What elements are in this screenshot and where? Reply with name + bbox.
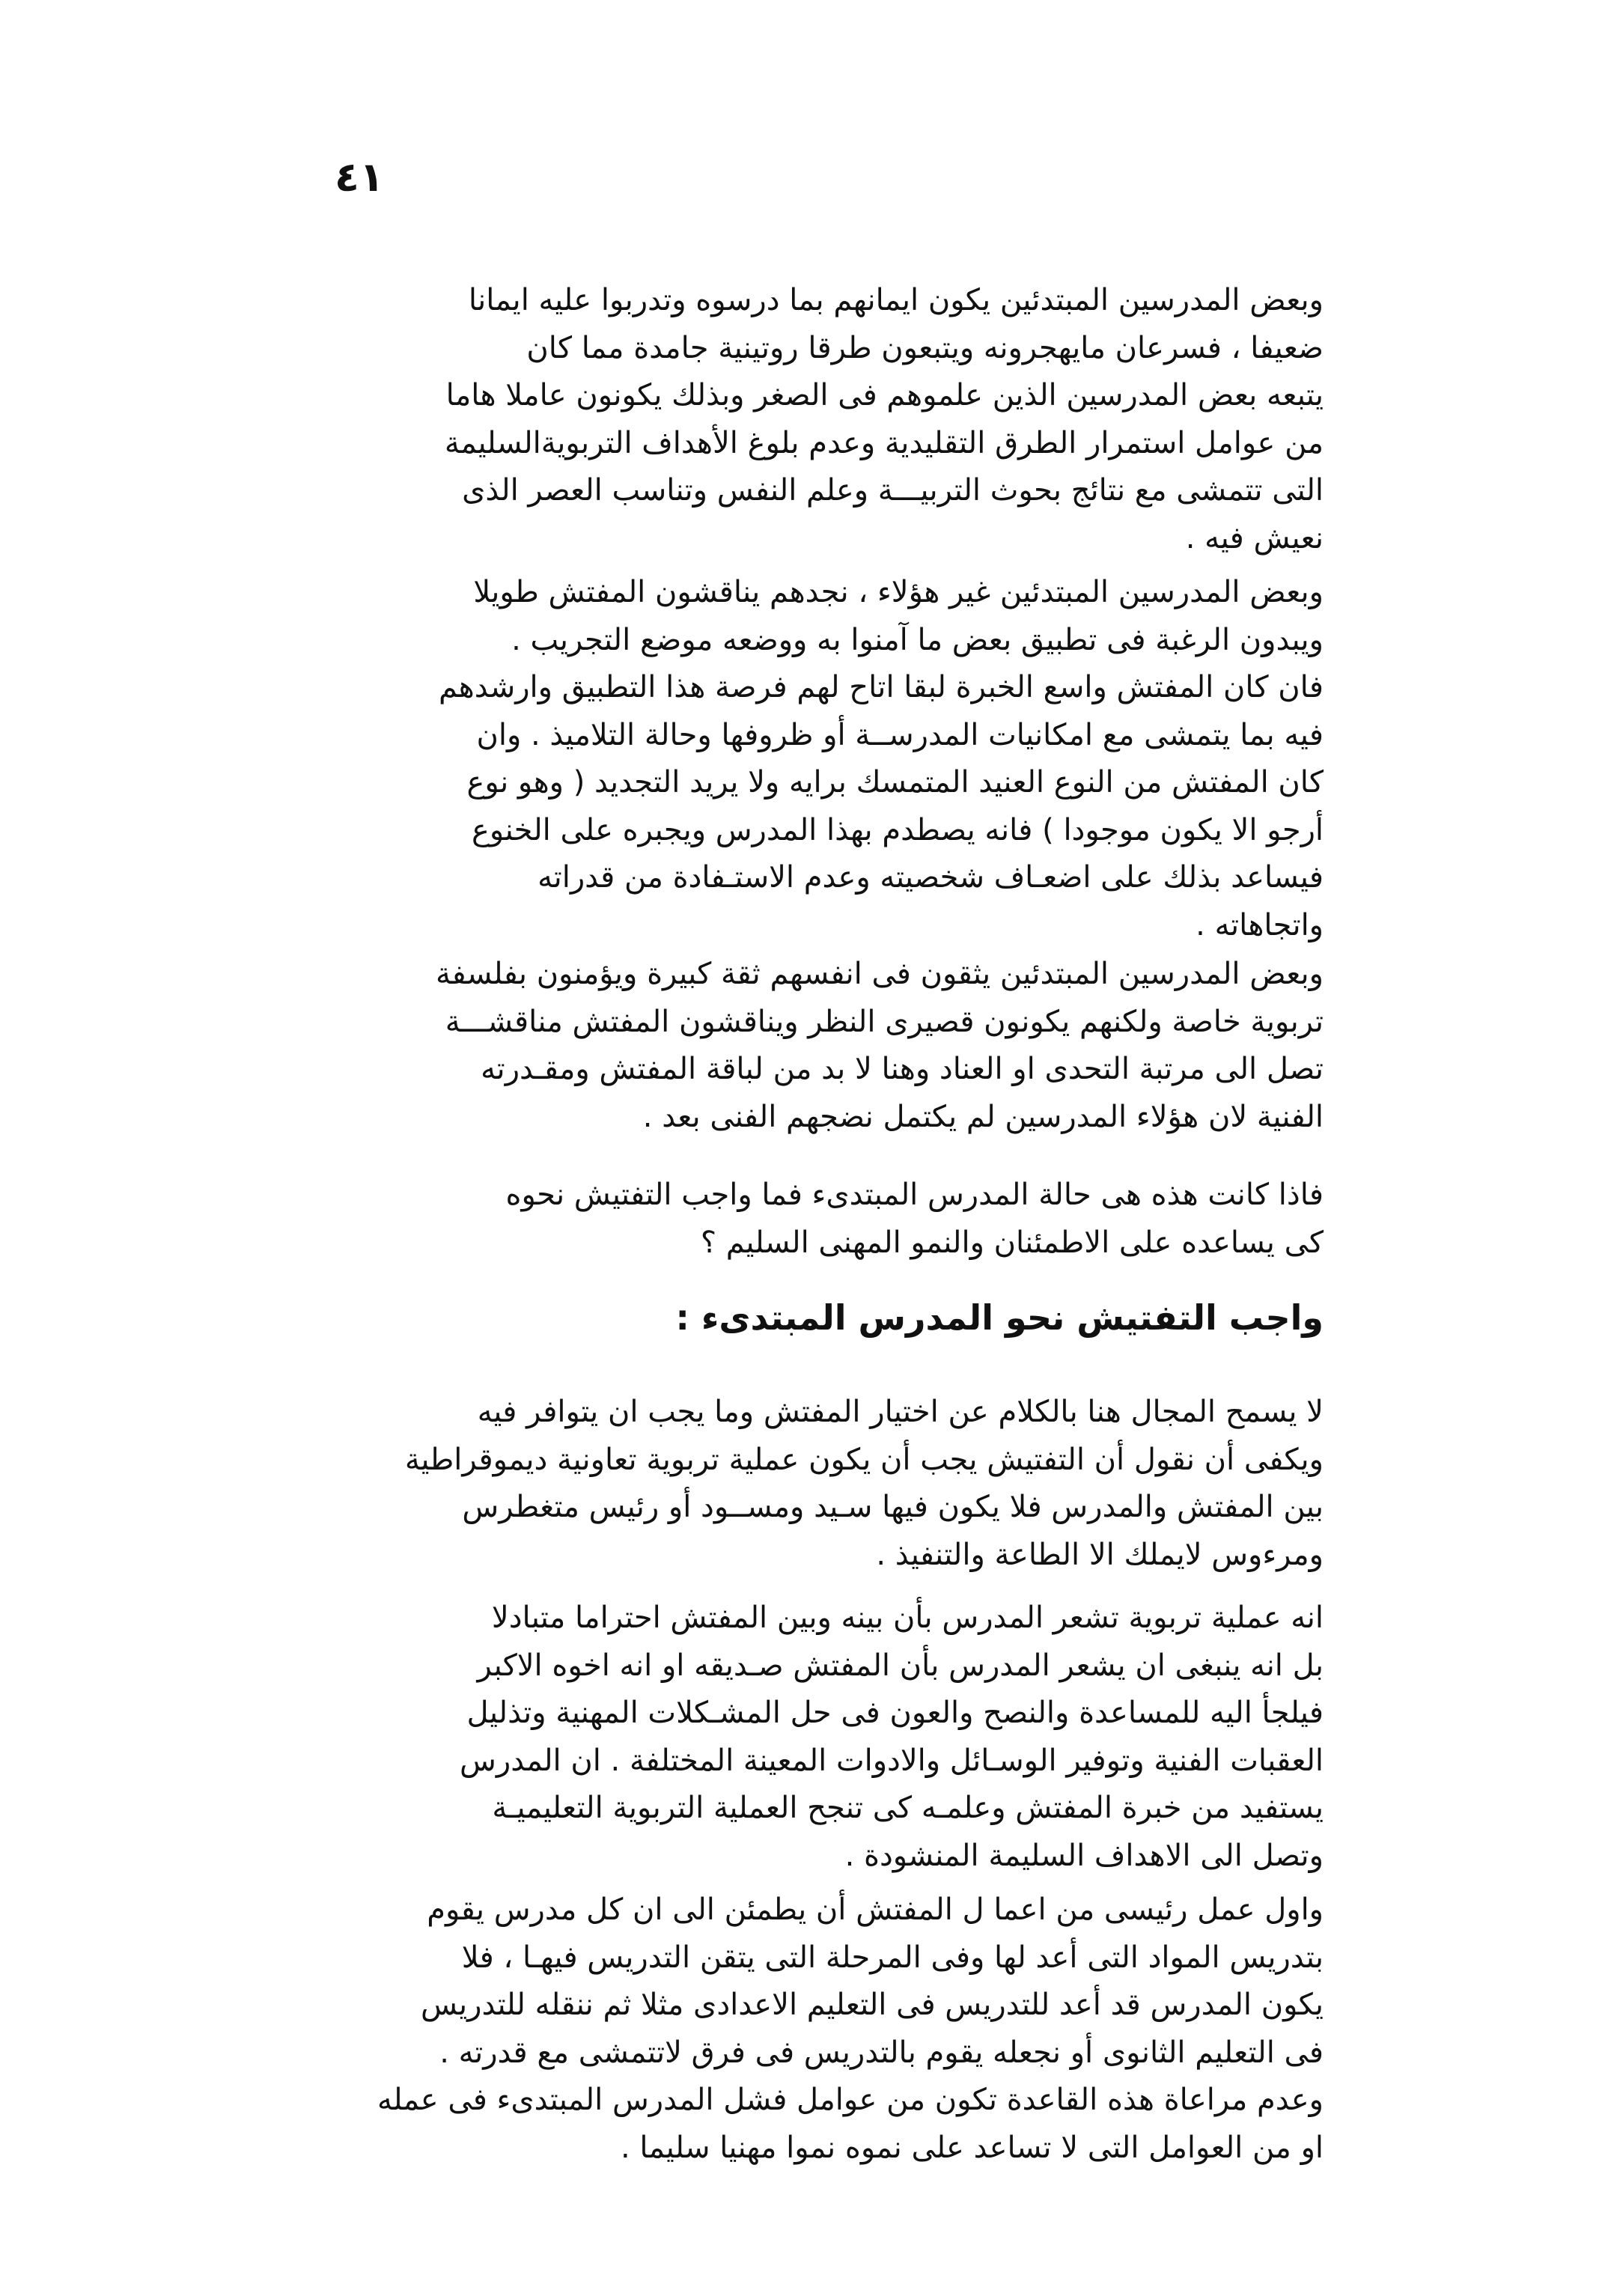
paragraph-first-task: واول عمل رئيسى من اعما ل المفتش أن يطمئن الى ان كل مدرس يقوم بتدريس المواد التى أعد لها وفى المرحلة التى يتقن التدريس فيهـا ، فلا يكون المدرس قد أعد للتدريس فى التعليم الاعدادى مثلا ثم ننقله للتدريس فى التعليم الثانوى أو نجعله يقوم بالتدريس فى فرق لاتتمشى مع قدرته . وعدم مراعاة هذه القاعدة تكون من عوامل فشل المدرس المبتدىء فى عمله او من العوامل التى لا تساعد على نموه نموا مهنيا سليما . <box>377 1892 1324 2165</box>
section-heading: واجب التفتيش نحو المدرس المبتدىء : <box>675 1297 1324 1339</box>
paragraph-beginner-weak-faith: وبعض المدرسين المبتدئين يكون ايمانهم بما درسوه وتدربوا عليه ايمانا ضعيفا ، فسرعان مايهجرونه ويتبعون طرقا روتينية جامدة مما كان يتبعه بعض المدرسين الذين علموهم فى الصغر وبذلك يكونون عاملا هاما من عوامل استمرار الطرق التقليدية وعدم بلوغ الأهداف التربويةالسليمة التى تتمشى مع نتائج بحوث التربيـــة وعلم النفس وتناسب العصر الذى نعيش فيه . <box>444 283 1324 555</box>
paragraph-beginner-discuss-inspector: وبعض المدرسين المبتدئين غير هؤلاء ، نجدهم يناقشون المفتش طويلا ويبدون الرغبة فى تطبيق بعض ما آمنوا به ووضعه موضع التجريب . فان كان المفتش واسع الخبرة لبقا اتاح لهم فرصة هذا التطبيق وارشدهم فيه بما يتمشى مع امكانيات المدرســة أو ظروفها وحالة التلاميذ . وان كان المفتش من النوع العنيد المتمسك برايه ولا يريد التجديد ( وهو نوع أرجو الا يكون موجودا ) فانه يصطدم بهذا المدرس ويجبره على الخنوع فيساعد بذلك على اضعـاف شخصيته وعدم الاستـفادة من قدراته واتجاهاته . <box>439 575 1324 943</box>
paragraph-inspection-cooperative: لا يسمح المجال هنا بالكلام عن اختيار المفتش وما يجب ان يتوافر فيه ويكفى أن نقول أن التفتيش يجب أن يكون عملية تربوية تعاونية ديموقراطية بين المفتش والمدرس فلا يكون فيها سـيد ومســود أو رئيس متغطرس ومرءوس لايملك الا الطاعة والتنفيذ . <box>404 1395 1324 1572</box>
paragraph-question: فاذا كانت هذه هى حالة المدرس المبتدىء فما واجب التفتيش نحوه كى يساعده على الاطمئنان والنمو المهنى السليم ؟ <box>505 1178 1324 1260</box>
paragraph-mutual-respect: انه عملية تربوية تشعر المدرس بأن بينه وبين المفتش احتراما متبادلا بل انه ينبغى ان يشعر المدرس بأن المفتش صـديقه او انه اخوه الاكبر فيلجأ اليه للمساعدة والنصح والعون فى حل المشـكلات المهنية وتذليل العقبات الفنية وتوفير الوسـائل والادوات المعينة المختلفة . ان المدرس يستفيد من خبرة المفتش وعلمـه كى تنجح العملية التربوية التعليميـة وتصل الى الاهداف السليمة المنشودة . <box>460 1601 1324 1873</box>
page-number: ٤١ <box>335 153 384 201</box>
paragraph-beginner-self-confident: وبعض المدرسين المبتدئين يثقون فى انفسهم ثقة كبيرة ويؤمنون بفلسفة تربوية خاصة ولكنهم يكونون قصيرى النظر ويناقشون المفتش مناقشـــة تصل الى مرتبة التحدى او العناد وهنا لا بد من لباقة المفتش ومقـدرته الفنية لان هؤلاء المدرسين لم يكتمل نضجهم الفنى بعد . <box>436 957 1324 1134</box>
